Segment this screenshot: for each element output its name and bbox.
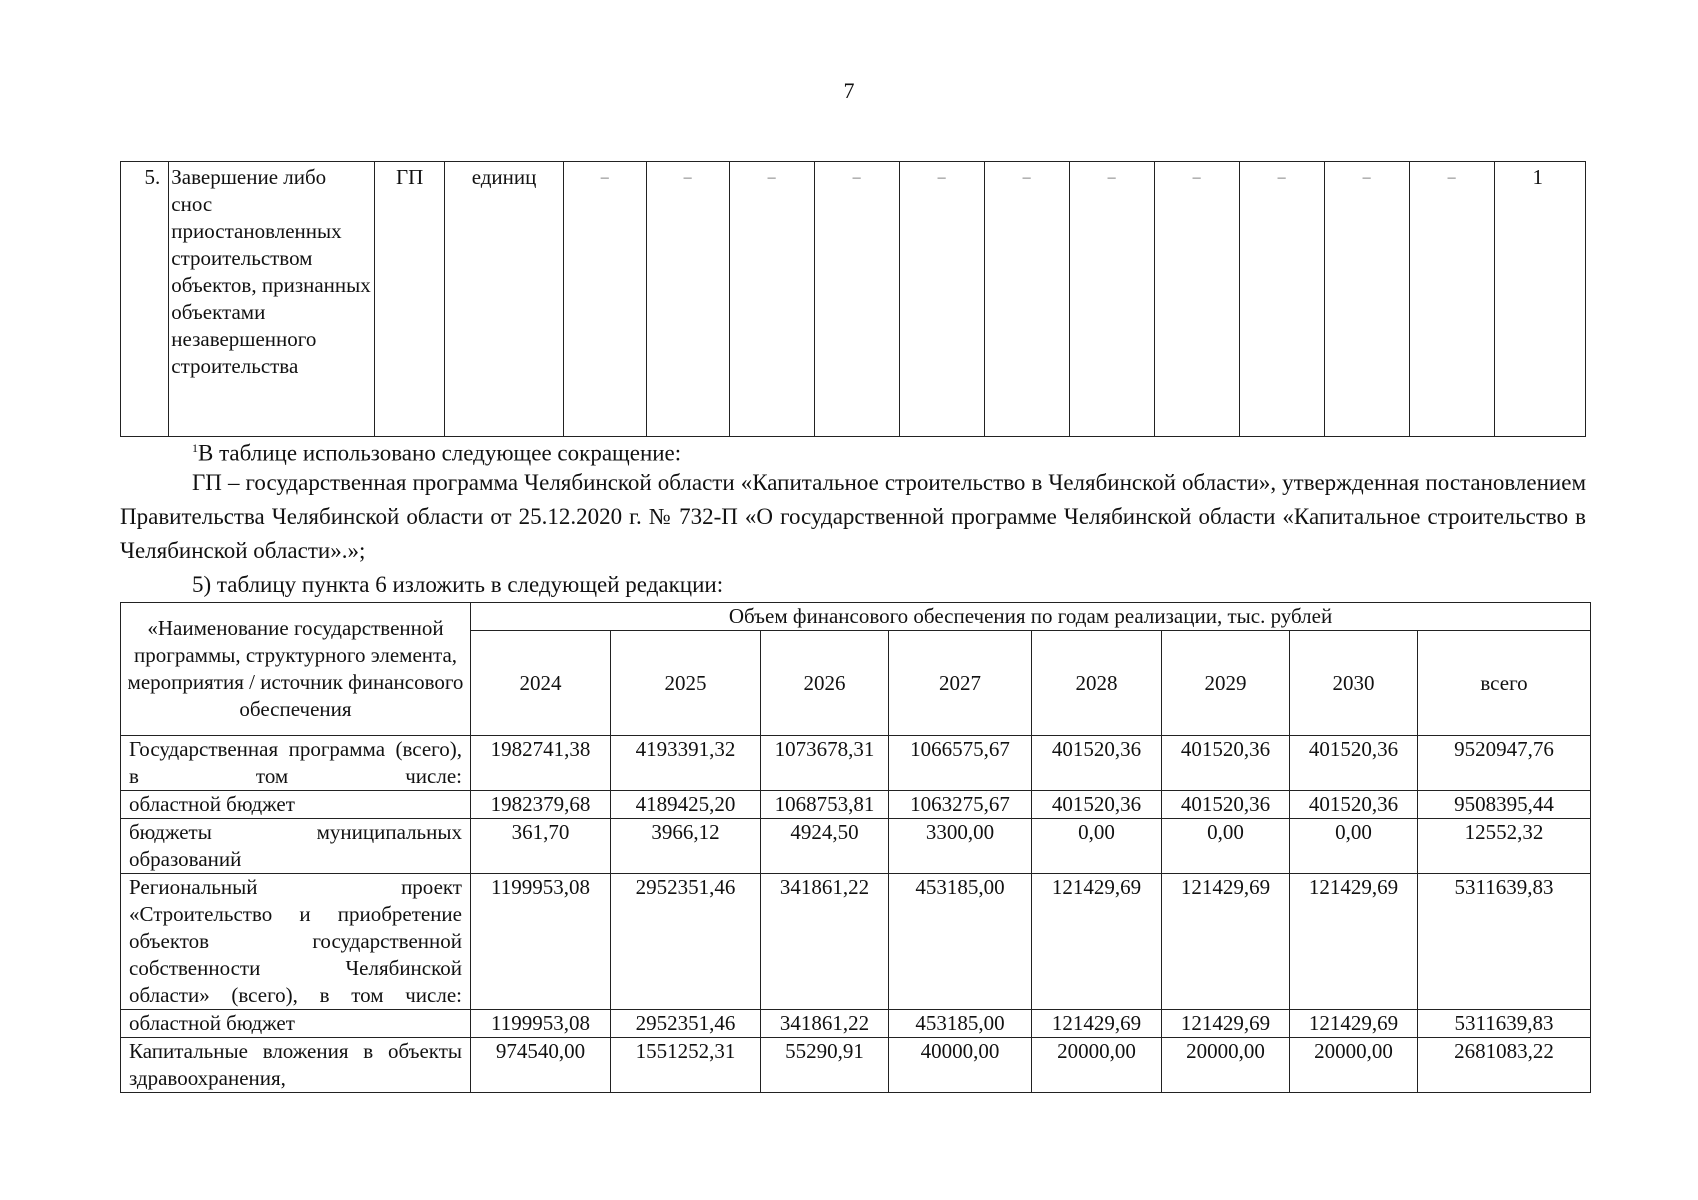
- value-cell: 1199953,08: [471, 1010, 611, 1038]
- value-cell: 361,70: [471, 819, 611, 874]
- value-cell: 453185,00: [889, 1010, 1032, 1038]
- value-cell: 401520,36: [1290, 791, 1418, 819]
- row-name: областной бюджет: [121, 791, 471, 819]
- table-row: [121, 162, 1586, 437]
- value-cell: 401520,36: [1290, 736, 1418, 791]
- year-header: 2029: [1162, 631, 1290, 736]
- unit-cell: единиц: [445, 162, 564, 437]
- abbreviation-definition: ГП – государственная программа Челябинской области «Капитальное строительство в Челябинской области», утвержденная постановлением Правительства Челябинской области от 25.12.2020 г. № 732-П «О государственной программе Челябинской области «Капитальное строительство в Челябинской области».»;: [120, 470, 1586, 563]
- table-row: [121, 736, 1591, 791]
- value-cell: 20000,00: [1290, 1038, 1418, 1093]
- value-cell: 4189425,20: [611, 791, 761, 819]
- value-cell: 1066575,67: [889, 736, 1032, 791]
- total-cell: 9520947,76: [1418, 736, 1591, 791]
- footnote-mark: 1: [192, 441, 198, 455]
- value-cell: 401520,36: [1162, 791, 1290, 819]
- row-name: областной бюджет: [121, 1010, 471, 1038]
- value-cell: 121429,69: [1032, 1010, 1162, 1038]
- value-cell: 0,00: [1032, 819, 1162, 874]
- value-cell: 341861,22: [761, 874, 889, 1010]
- footnote-text: В таблице использовано следующее сокращение:: [198, 440, 682, 466]
- value-cell: 121429,69: [1162, 874, 1290, 1010]
- value-cell: 20000,00: [1162, 1038, 1290, 1093]
- value-cell: –: [899, 162, 984, 437]
- total-cell: 9508395,44: [1418, 791, 1591, 819]
- value-cell: 3966,12: [611, 819, 761, 874]
- total-cell: 5311639,83: [1418, 874, 1591, 1010]
- value-cell: 2952351,46: [611, 1010, 761, 1038]
- year-header: 2024: [471, 631, 611, 736]
- value-cell: 40000,00: [889, 1038, 1032, 1093]
- table-row: [121, 791, 1591, 819]
- funding-table: [120, 602, 1591, 1093]
- value-cell: 0,00: [1290, 819, 1418, 874]
- value-cell: –: [1239, 162, 1324, 437]
- value-cell: 1199953,08: [471, 874, 611, 1010]
- value-cell: –: [1069, 162, 1154, 437]
- year-header: 2026: [761, 631, 889, 736]
- value-cell: 401520,36: [1162, 736, 1290, 791]
- total-cell: 5311639,83: [1418, 1010, 1591, 1038]
- value-cell: 121429,69: [1032, 874, 1162, 1010]
- value-cell: 4924,50: [761, 819, 889, 874]
- value-cell: 121429,69: [1290, 874, 1418, 1010]
- value-cell: 2952351,46: [611, 874, 761, 1010]
- program-abbr: ГП: [374, 162, 444, 437]
- year-header: 2027: [889, 631, 1032, 736]
- table-row: [121, 874, 1591, 1010]
- value-cell: –: [563, 162, 646, 437]
- value-cell: 121429,69: [1290, 1010, 1418, 1038]
- value-cell: 341861,22: [761, 1010, 889, 1038]
- value-cell: 1982379,68: [471, 791, 611, 819]
- value-cell: 401520,36: [1032, 736, 1162, 791]
- value-cell: –: [1409, 162, 1494, 437]
- value-cell-last: 1: [1494, 162, 1585, 437]
- row-name: Капитальные вложения в объекты здравоохранения,: [121, 1038, 471, 1093]
- row-number: 5.: [121, 162, 169, 437]
- value-cell: 0,00: [1162, 819, 1290, 874]
- value-cell: –: [1324, 162, 1409, 437]
- year-header: 2025: [611, 631, 761, 736]
- value-cell: –: [729, 162, 814, 437]
- table-row: [121, 1010, 1591, 1038]
- value-cell: 55290,91: [761, 1038, 889, 1093]
- row-name: бюджеты муниципальных образований: [121, 819, 471, 874]
- value-cell: 453185,00: [889, 874, 1032, 1010]
- value-cell: 20000,00: [1032, 1038, 1162, 1093]
- table-header-row: [121, 603, 1591, 631]
- page-number: 7: [843, 78, 855, 103]
- header-volume: Объем финансового обеспечения по годам реализации, тыс. рублей: [471, 603, 1591, 631]
- row-name: Региональный проект «Строительство и приобретение объектов государственной собственности Челябинской области» (всего), в том числе:: [121, 874, 471, 1010]
- table-row: [121, 819, 1591, 874]
- value-cell: 1068753,81: [761, 791, 889, 819]
- value-cell: –: [814, 162, 899, 437]
- value-cell: 121429,69: [1162, 1010, 1290, 1038]
- value-cell: 401520,36: [1032, 791, 1162, 819]
- indicator-name: Завершение либо снос приостановленных строительством объектов, признанных объектами незавершенного строительства: [169, 162, 375, 437]
- value-cell: –: [646, 162, 729, 437]
- instruction-paragraph: 5) таблицу пункта 6 изложить в следующей редакции:: [192, 572, 724, 597]
- value-cell: 974540,00: [471, 1038, 611, 1093]
- value-cell: 1063275,67: [889, 791, 1032, 819]
- value-cell: 1982741,38: [471, 736, 611, 791]
- year-header: 2030: [1290, 631, 1418, 736]
- indicator-table: [120, 161, 1586, 437]
- total-cell: 2681083,22: [1418, 1038, 1591, 1093]
- total-header: всего: [1418, 631, 1591, 736]
- row-name: Государственная программа (всего), в том числе:: [121, 736, 471, 791]
- value-cell: –: [1154, 162, 1239, 437]
- value-cell: 1073678,31: [761, 736, 889, 791]
- header-name: «Наименование государственной программы, структурного элемента, мероприятия / источник финансового обеспечения: [121, 603, 471, 736]
- value-cell: 4193391,32: [611, 736, 761, 791]
- value-cell: 3300,00: [889, 819, 1032, 874]
- value-cell: 1551252,31: [611, 1038, 761, 1093]
- value-cell: –: [984, 162, 1069, 437]
- year-header: 2028: [1032, 631, 1162, 736]
- footnote: [120, 431, 1658, 471]
- table-row: [121, 1038, 1591, 1093]
- total-cell: 12552,32: [1418, 819, 1591, 874]
